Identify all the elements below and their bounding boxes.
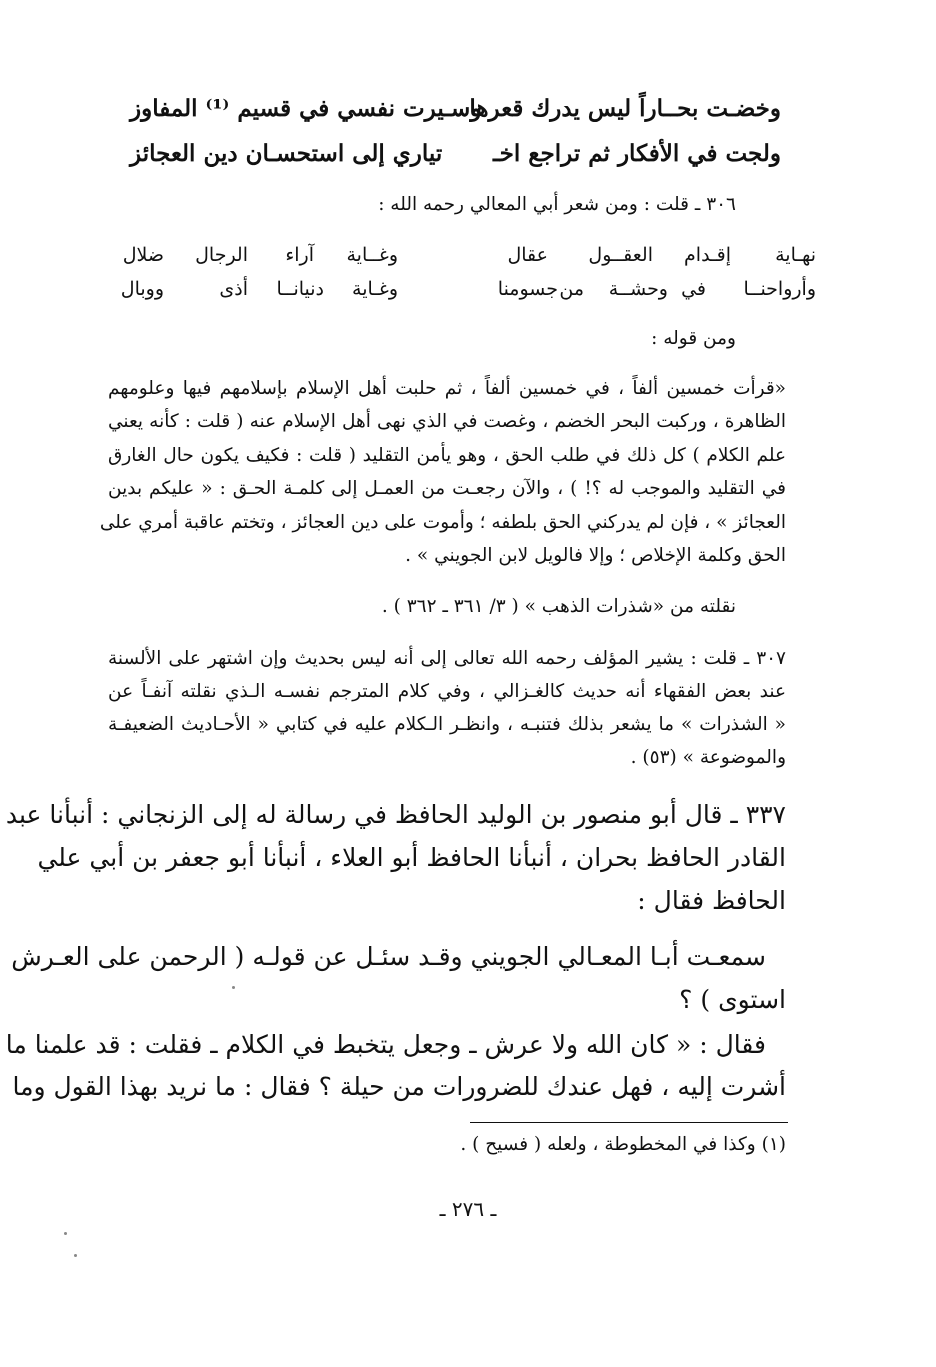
- main-337-line: الحافظ فقال :: [637, 886, 786, 915]
- quote-line: الحق وكلمة الإخلاص ؛ وإلا فالويل لابن الجويني » .: [405, 545, 786, 566]
- main-337-line: سمعـت أبـا المعـالي الجويني وقـد سئـل عن قولـه ( الرحمن على العـرش: [11, 942, 766, 971]
- quote-line: في التقليد والموجب له ؟! ) ، والآن رجعـت من العمـل إلى كلمـة الحـق : « عليكم بدين: [108, 478, 786, 499]
- footnote: (١) وكذا في المخطوطة ، ولعله ( فسيح ) .: [460, 1134, 786, 1155]
- poem2-word: إقـدام: [684, 244, 731, 266]
- poem2-word: من: [559, 278, 584, 300]
- note-307-line: والموضوعة » (٥٣) .: [630, 747, 786, 768]
- note-307-line: ٣٠٧ ـ قلت : يشير المؤلف رحمه الله تعالى إلى أنه ليس بحديث وإن اشتهر على الألسنة: [108, 648, 786, 669]
- note-306-heading: ٣٠٦ ـ قلت : ومن شعر أبي المعالي رحمه الله :: [378, 194, 736, 215]
- poem2-word: وغــاية: [346, 244, 398, 266]
- quote-line: علم الكلام ) كل ذلك في طلب الحق ، وهو يأمن التقليد ( قلت : فكيف يكون حال الغارق: [108, 445, 786, 466]
- quote-line: الظاهرة ، وركبت البحر الخضم ، وغصت في الذي نهى أهل الإسلام عنه ( قلت : كأنه يعني: [108, 411, 786, 432]
- main-337-line: القادر الحافظ بحران ، أنبأنا الحافظ أبو العلاء ، أنبأنا أبو جعفر بن أبي علي: [37, 843, 786, 872]
- poem2-word: ضلال: [122, 244, 164, 266]
- poem2-word: في: [681, 278, 706, 300]
- main-337-line: ٣٣٧ ـ قال أبو منصور بن الوليد الحافظ في رسالة له إلى الزنجاني : أنبأنا عبد: [5, 800, 786, 829]
- quote-intro: ومن قوله :: [651, 328, 736, 349]
- poem1-line1-right: وخضـت بحــاراً ليس يدرك قعرها: [469, 95, 781, 122]
- scan-speck: [74, 1254, 77, 1257]
- poem2-word: وغـاية: [352, 278, 398, 300]
- poem2-word: أذى: [219, 278, 248, 300]
- poem2-word: عقال: [507, 244, 548, 266]
- poem1-line2-left: تياري إلى استحسـان دين العجائز: [130, 140, 443, 167]
- note-307-line: « الشذرات » ما يشعر بذلك فتنبـه ، وانظـر الـكلام عليه في كتابي « الأحـاديث الضعيفـة: [108, 714, 786, 735]
- footnote-separator: [470, 1122, 788, 1123]
- poem2-word: وحشــة: [608, 278, 668, 300]
- page-number: ـ ٢٧٦ ـ: [439, 1197, 497, 1221]
- source-citation: نقلته من «شذرات الذهب » ( ٣/ ٣٦١ ـ ٣٦٢ ) .: [381, 596, 736, 617]
- quote-line: «قرأت خمسين ألفاً ، في خمسين ألفاً ، ثم حلبت أهل الإسلام بإسلامهم فيها وعلومهم: [108, 378, 786, 399]
- main-337-line: استوى ) ؟: [679, 985, 786, 1014]
- main-337-line: فقال : « كان الله ولا عرش ـ وجعل يتخبط في الكلام ـ فقلت : قد علمنا ما: [5, 1030, 766, 1059]
- poem1-line2-right: ولجت في الأفكار ثم تراجع اخـ: [492, 140, 781, 167]
- poem2-word: وأرواحنــا: [743, 278, 816, 300]
- main-337-line: أشرت إليه ، فهل عندك للضرورات من حيلة ؟ فقال : ما نريد بهذا القول وما: [12, 1072, 786, 1101]
- scan-speck: [232, 986, 235, 989]
- poem2-word: ووبال: [120, 278, 164, 300]
- poem2-word: العقــول: [588, 244, 653, 266]
- scan-speck: [64, 1232, 67, 1235]
- poem2-word: نهـاية: [775, 244, 816, 266]
- poem2-word: الرجال: [195, 244, 248, 266]
- poem1-line1-left: وسـيرت نفسي في قسيم ⁽¹⁾ المفاوز: [130, 95, 482, 122]
- poem2-word: دنيانــا: [276, 278, 324, 300]
- quote-line: العجائز » ، فإن لم يدركني الحق بلطفه ؛ وأموت على دين العجائز ، وتختم عاقبة أمري على: [99, 512, 786, 533]
- note-307-line: عند بعض الفقهاء أنه حديث كالغـزالي ، وفي كلام المترجم نفسـه الـذي نقلته آنفـاً عن: [108, 681, 786, 702]
- poem2-word: آراء: [285, 244, 314, 266]
- poem2-word: جسومنا: [497, 278, 558, 300]
